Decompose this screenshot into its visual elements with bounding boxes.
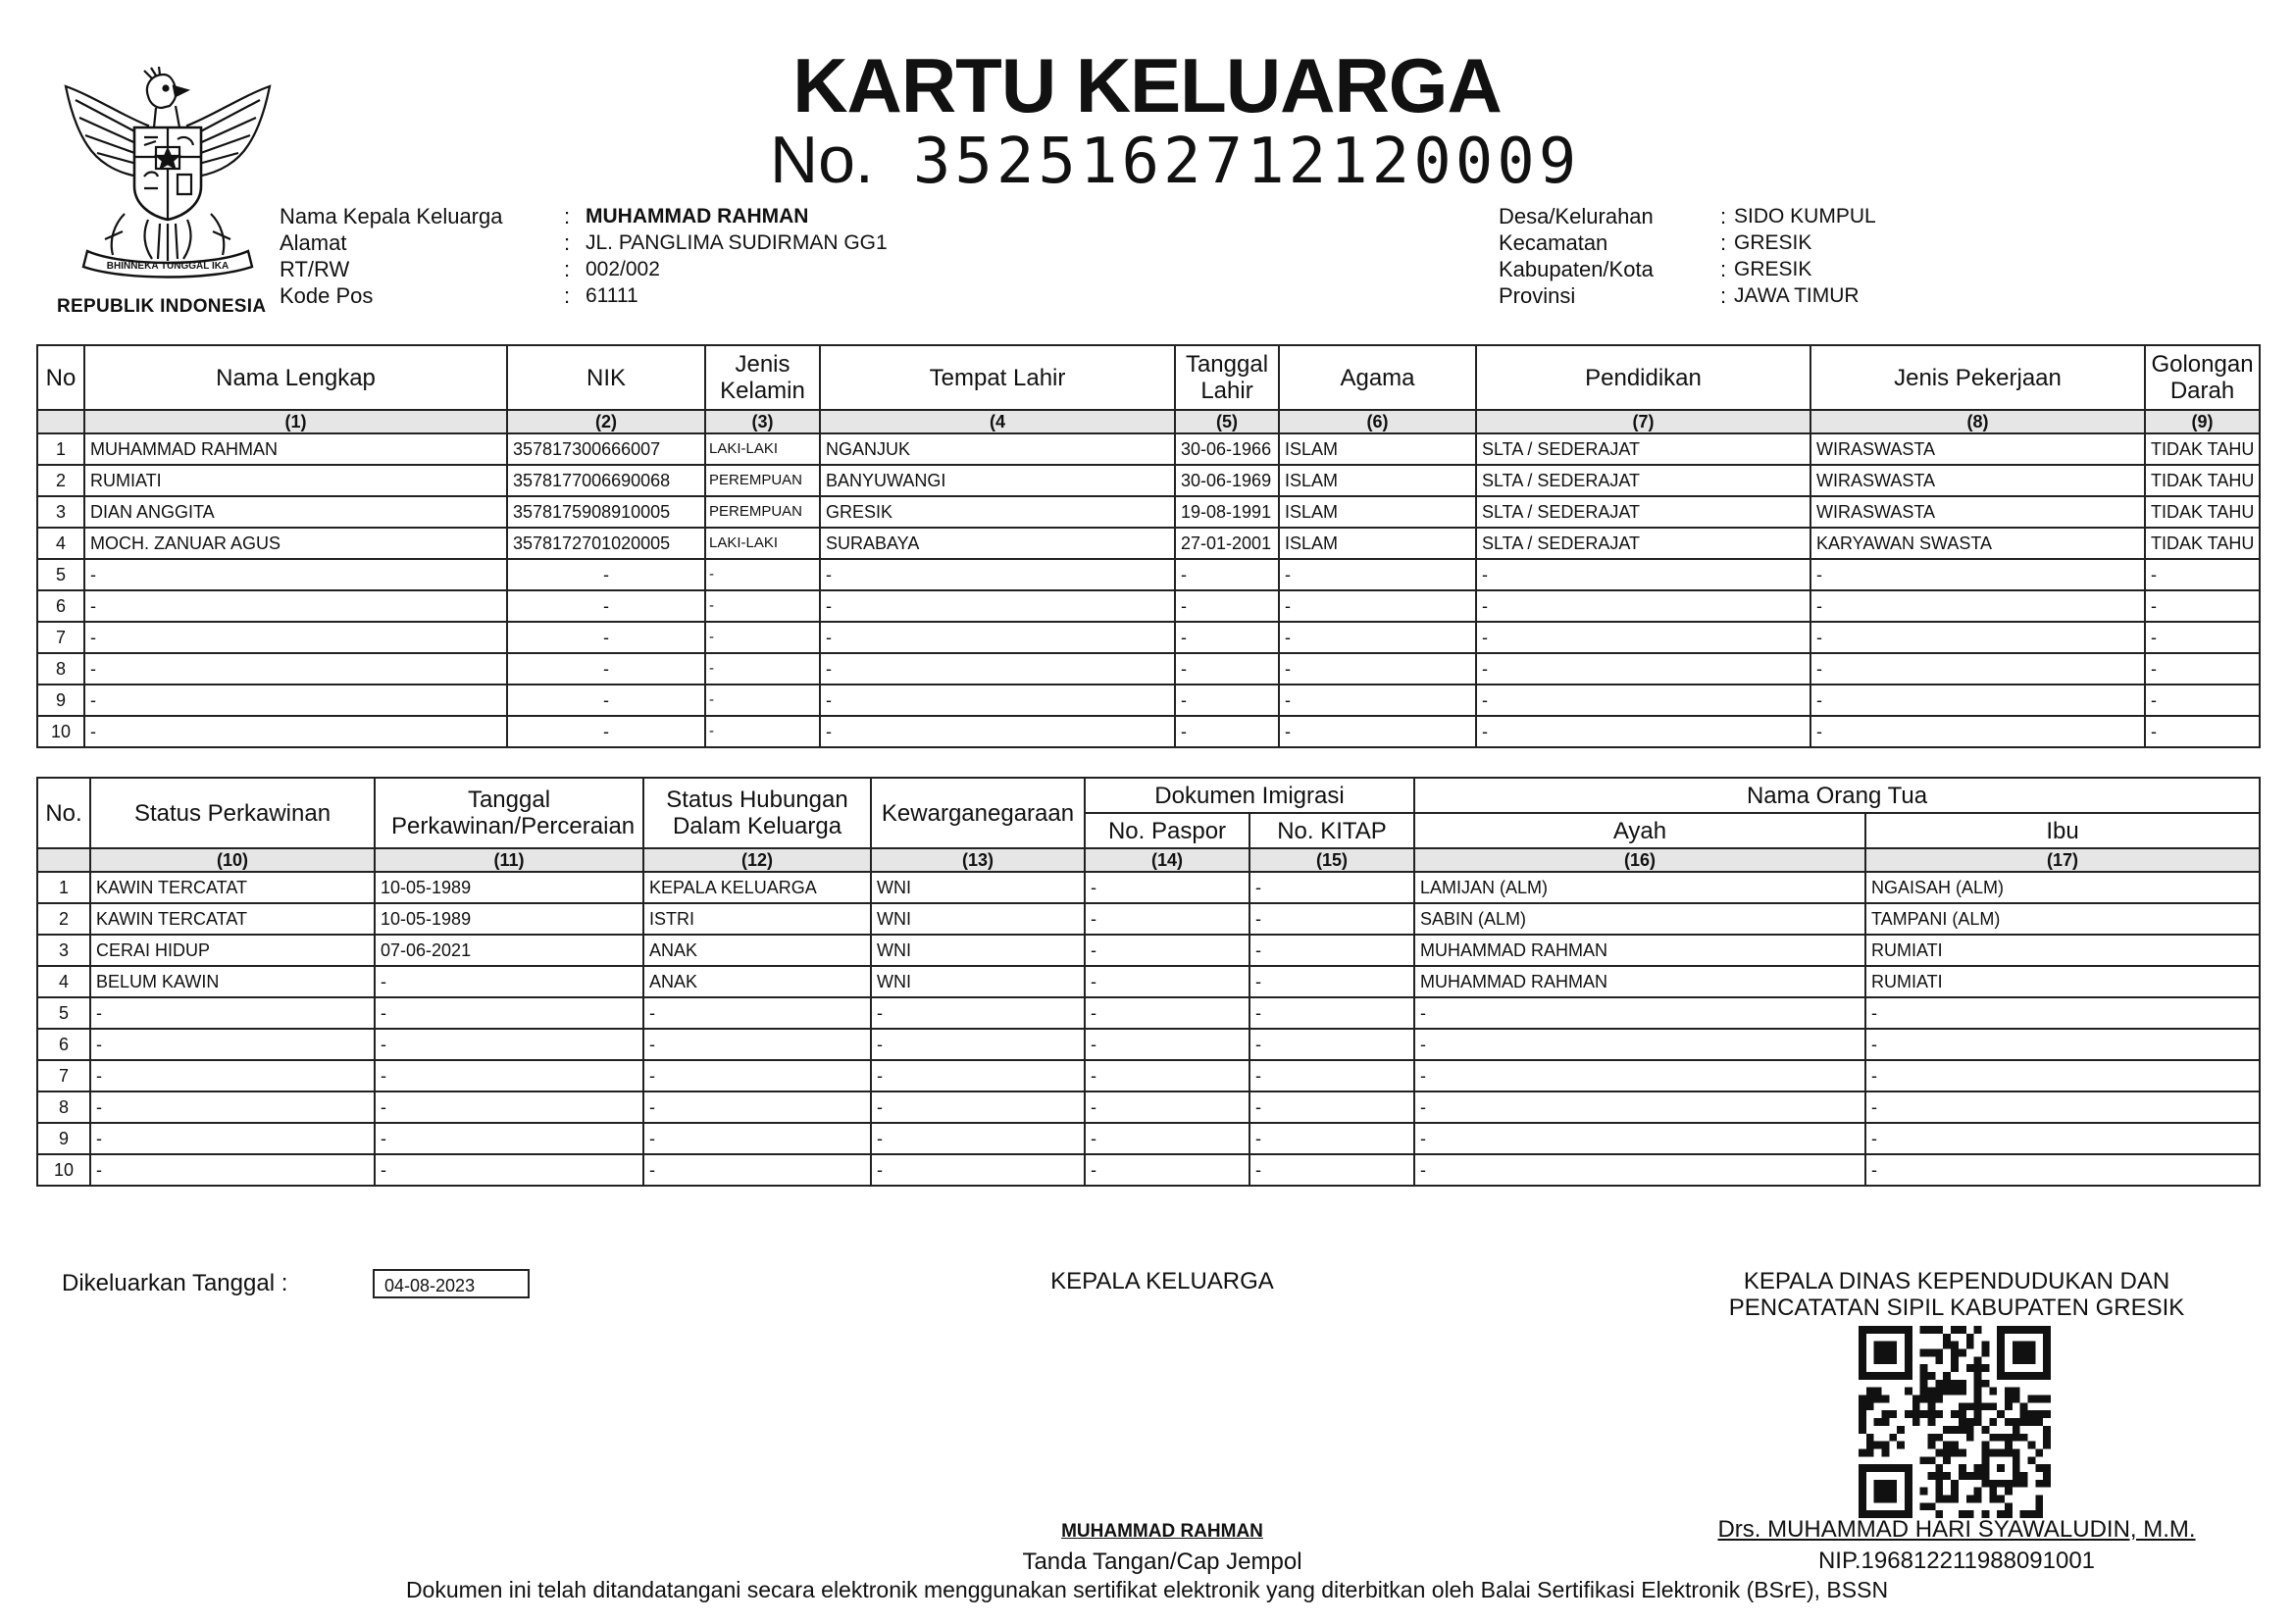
table-cell: LAKI-LAKI xyxy=(705,528,820,559)
col-number: (13) xyxy=(871,848,1085,872)
family-head-name: MUHAMMAD RAHMAN xyxy=(1061,1521,1263,1542)
table-cell: 10 xyxy=(37,716,84,747)
table-cell: - xyxy=(1414,1123,1865,1154)
col-header: No xyxy=(37,345,84,410)
table-cell: 4 xyxy=(37,966,90,997)
table-cell: - xyxy=(705,622,820,653)
table-cell: - xyxy=(1414,1029,1865,1060)
table-cell: - xyxy=(1865,1029,2260,1060)
table-cell: - xyxy=(871,1154,1085,1186)
col-number: (8) xyxy=(1810,410,2145,433)
table-cell: - xyxy=(1414,997,1865,1029)
info-value: MUHAMMAD RAHMAN xyxy=(586,205,809,228)
table-cell: SLTA / SEDERAJAT xyxy=(1476,496,1810,528)
table-cell: ANAK xyxy=(643,966,871,997)
table-cell: LAKI-LAKI xyxy=(705,433,820,465)
table-cell: MUHAMMAD RAHMAN xyxy=(84,433,507,465)
table-cell: RUMIATI xyxy=(84,465,507,496)
table-cell: 07-06-2021 xyxy=(375,935,643,966)
table-cell: - xyxy=(1476,653,1810,685)
document-title: KARTU KELUARGA xyxy=(792,42,1502,128)
col-header: Tempat Lahir xyxy=(820,345,1175,410)
table-cell: - xyxy=(84,622,507,653)
table-cell: 2 xyxy=(37,465,84,496)
table-row xyxy=(37,622,2260,653)
col-number: (7) xyxy=(1476,410,1810,433)
table-cell: - xyxy=(871,1060,1085,1091)
signature-label: Tanda Tangan/Cap Jempol xyxy=(1022,1548,1302,1575)
info-label: Alamat xyxy=(280,230,347,255)
table-cell: 8 xyxy=(37,653,84,685)
table-cell: - xyxy=(705,716,820,747)
table-cell: WIRASWASTA xyxy=(1810,433,2145,465)
table-cell: - xyxy=(1085,1091,1249,1123)
table-cell: 6 xyxy=(37,1029,90,1060)
table-cell: - xyxy=(1085,1029,1249,1060)
col-number: (3) xyxy=(705,410,820,433)
col-number: (9) xyxy=(2145,410,2260,433)
table-cell: - xyxy=(1085,1060,1249,1091)
table-row xyxy=(37,496,2260,528)
table-cell: - xyxy=(820,685,1175,716)
col-number: (10) xyxy=(90,848,375,872)
region-info: Desa/Kelurahan : SIDO KUMPUL Kecamatan : GRESIK Kabupaten/Kota : GRESIK Provinsi : JAWA TIMUR xyxy=(1499,204,1876,308)
table-row xyxy=(37,465,2260,496)
qr-code-icon xyxy=(1859,1326,2051,1518)
table-cell: ANAK xyxy=(643,935,871,966)
table-cell: - xyxy=(1249,1154,1414,1186)
table-cell: SURABAYA xyxy=(820,528,1175,559)
table-cell: - xyxy=(1810,685,2145,716)
col-header: Nama Lengkap xyxy=(84,345,507,410)
info-value: GRESIK xyxy=(1734,231,1812,254)
table-cell: 1 xyxy=(37,872,90,903)
table-cell: - xyxy=(1865,1123,2260,1154)
table-cell: GRESIK xyxy=(820,496,1175,528)
table-cell: 10-05-1989 xyxy=(375,903,643,935)
table-cell: - xyxy=(705,685,820,716)
document-number xyxy=(770,122,1580,198)
table-cell: MOCH. ZANUAR AGUS xyxy=(84,528,507,559)
table-cell: - xyxy=(1085,966,1249,997)
table-cell: TIDAK TAHU xyxy=(2145,433,2260,465)
table-cell: KAWIN TERCATAT xyxy=(90,872,375,903)
col-header: Golongan Darah xyxy=(2145,345,2260,410)
table-cell: - xyxy=(820,716,1175,747)
document-number-label: No. xyxy=(770,123,874,197)
table-cell: - xyxy=(375,997,643,1029)
col-number: (14) xyxy=(1085,848,1249,872)
table-cell: LAMIJAN (ALM) xyxy=(1414,872,1865,903)
col-number: (16) xyxy=(1414,848,1865,872)
info-value: GRESIK xyxy=(1734,258,1812,280)
table-cell: SABIN (ALM) xyxy=(1414,903,1865,935)
issued-date: 04-08-2023 xyxy=(373,1269,530,1298)
table-cell: 8 xyxy=(37,1091,90,1123)
table-cell: RUMIATI xyxy=(1865,935,2260,966)
table-row xyxy=(37,935,2260,966)
table-cell: - xyxy=(90,1123,375,1154)
table-cell: - xyxy=(1249,935,1414,966)
table-cell: - xyxy=(84,685,507,716)
col-number: (2) xyxy=(507,410,705,433)
family-status-table xyxy=(36,777,2261,1187)
info-value: SIDO KUMPUL xyxy=(1734,205,1876,228)
table-cell: - xyxy=(507,716,705,747)
table-cell: - xyxy=(643,1154,871,1186)
table-cell: 10 xyxy=(37,1154,90,1186)
table-cell: 3 xyxy=(37,935,90,966)
table-cell: - xyxy=(1865,1154,2260,1186)
info-label: Provinsi xyxy=(1499,283,1576,308)
table-cell: - xyxy=(1810,559,2145,590)
official-nip: NIP.196812211988091001 xyxy=(1817,1548,2096,1574)
family-head-title: KEPALA KELUARGA xyxy=(1050,1268,1274,1294)
col-number-blank xyxy=(37,410,84,433)
col-header: Ayah xyxy=(1414,813,1865,848)
official-name-wrap xyxy=(1667,1516,2246,1544)
table-cell: - xyxy=(1249,1060,1414,1091)
table-cell: - xyxy=(1085,1154,1249,1186)
table-cell: - xyxy=(643,1029,871,1060)
table-cell: - xyxy=(507,622,705,653)
table-cell: - xyxy=(84,590,507,622)
table-row xyxy=(37,433,2260,465)
table-cell: - xyxy=(705,653,820,685)
table-cell: - xyxy=(2145,590,2260,622)
table-cell: 27-01-2001 xyxy=(1175,528,1279,559)
col-header: Jenis Kelamin xyxy=(705,345,820,410)
table-cell: WNI xyxy=(871,935,1085,966)
col-header: Jenis Pekerjaan xyxy=(1810,345,2145,410)
table-row xyxy=(37,1060,2260,1091)
table-cell: - xyxy=(1476,685,1810,716)
table-cell: KARYAWAN SWASTA xyxy=(1810,528,2145,559)
table-cell: KAWIN TERCATAT xyxy=(90,903,375,935)
table-cell: MUHAMMAD RAHMAN xyxy=(1414,935,1865,966)
table-row xyxy=(37,559,2260,590)
col-header: Status Perkawinan xyxy=(90,778,375,848)
col-number: (4 xyxy=(820,410,1175,433)
family-head-name-wrap xyxy=(981,1516,1344,1544)
table-row xyxy=(37,685,2260,716)
info-value: 61111 xyxy=(586,284,638,307)
table-cell: 3578177006690068 xyxy=(507,465,705,496)
table-cell: - xyxy=(1085,903,1249,935)
info-label: RT/RW xyxy=(280,257,350,281)
col-header: Dokumen Imigrasi xyxy=(1085,778,1414,813)
table-row xyxy=(37,1154,2260,1186)
col-number: (17) xyxy=(1865,848,2260,872)
table-cell: - xyxy=(1414,1060,1865,1091)
table-cell: - xyxy=(1249,903,1414,935)
table-cell: BELUM KAWIN xyxy=(90,966,375,997)
table-cell: - xyxy=(507,685,705,716)
table-cell: - xyxy=(1085,1123,1249,1154)
table-cell: - xyxy=(1476,716,1810,747)
table-cell: TIDAK TAHU xyxy=(2145,465,2260,496)
table-cell: TAMPANI (ALM) xyxy=(1865,903,2260,935)
table-cell: - xyxy=(507,590,705,622)
table-cell: ISTRI xyxy=(643,903,871,935)
table-cell: - xyxy=(2145,559,2260,590)
col-header xyxy=(375,778,643,848)
table-cell: - xyxy=(1279,653,1476,685)
table-row xyxy=(37,872,2260,903)
table-cell: PEREMPUAN xyxy=(705,465,820,496)
table-cell: - xyxy=(705,590,820,622)
table-cell: - xyxy=(1175,716,1279,747)
table-cell: - xyxy=(871,1029,1085,1060)
col-number: (11) xyxy=(375,848,643,872)
table-cell: NGANJUK xyxy=(820,433,1175,465)
table-cell: - xyxy=(375,966,643,997)
table-cell: ISLAM xyxy=(1279,465,1476,496)
table-cell: SLTA / SEDERAJAT xyxy=(1476,465,1810,496)
table-cell: - xyxy=(507,559,705,590)
col-number: (15) xyxy=(1249,848,1414,872)
col-header: Nama Orang Tua xyxy=(1414,778,2260,813)
table-cell: - xyxy=(1175,685,1279,716)
table-cell: - xyxy=(90,997,375,1029)
table-cell: - xyxy=(820,590,1175,622)
table-cell: 2 xyxy=(37,903,90,935)
table-cell: 4 xyxy=(37,528,84,559)
table-cell: - xyxy=(1085,997,1249,1029)
col-header: No. Paspor xyxy=(1085,813,1249,848)
table-cell: - xyxy=(375,1154,643,1186)
table-row xyxy=(37,903,2260,935)
table-cell: KEPALA KELUARGA xyxy=(643,872,871,903)
table-cell: - xyxy=(1249,872,1414,903)
family-members-table xyxy=(36,344,2261,748)
table-cell: 5 xyxy=(37,997,90,1029)
document-number-value: 3525162712120009 xyxy=(912,126,1581,198)
table-cell: - xyxy=(2145,716,2260,747)
table-row xyxy=(37,590,2260,622)
col-number: (12) xyxy=(643,848,871,872)
table-row xyxy=(37,997,2260,1029)
official-name: Drs. MUHAMMAD HARI SYAWALUDIN, M.M. xyxy=(1717,1516,2196,1543)
table-cell: TIDAK TAHU xyxy=(2145,528,2260,559)
table-cell: - xyxy=(1175,622,1279,653)
table-cell: - xyxy=(871,1123,1085,1154)
table-cell: BANYUWANGI xyxy=(820,465,1175,496)
info-label: Kecamatan xyxy=(1499,230,1608,255)
table-cell: - xyxy=(643,1091,871,1123)
table-cell: - xyxy=(1865,997,2260,1029)
table-cell: - xyxy=(90,1154,375,1186)
table-cell: - xyxy=(84,559,507,590)
table-cell: - xyxy=(1085,935,1249,966)
table-cell: - xyxy=(820,559,1175,590)
table-cell: - xyxy=(1414,1154,1865,1186)
table-cell: 357817300666007 xyxy=(507,433,705,465)
col-header: Pendidikan xyxy=(1476,345,1810,410)
table-cell: WIRASWASTA xyxy=(1810,496,2145,528)
table-cell: NGAISAH (ALM) xyxy=(1865,872,2260,903)
official-title-2: PENCATATAN SIPIL KABUPATEN GRESIK xyxy=(1728,1294,2185,1321)
table-cell: - xyxy=(2145,622,2260,653)
table-cell: - xyxy=(1810,653,2145,685)
table-cell: DIAN ANGGITA xyxy=(84,496,507,528)
info-label: Desa/Kelurahan xyxy=(1499,204,1654,228)
info-label: Nama Kepala Keluarga xyxy=(280,204,503,228)
emblem-motto: BHINNEKA TUNGGAL IKA xyxy=(106,261,229,272)
table-cell: 19-08-1991 xyxy=(1175,496,1279,528)
table-cell: 9 xyxy=(37,1123,90,1154)
table-cell: - xyxy=(1279,590,1476,622)
issued-label: Dikeluarkan Tanggal : xyxy=(62,1270,288,1296)
table-cell: - xyxy=(1279,622,1476,653)
table-cell: 5 xyxy=(37,559,84,590)
table-cell: - xyxy=(643,1060,871,1091)
table-cell: 3578172701020005 xyxy=(507,528,705,559)
table-cell: - xyxy=(2145,685,2260,716)
table-cell: ISLAM xyxy=(1279,496,1476,528)
col-header: Status Hubungan Dalam Keluarga xyxy=(643,778,871,848)
col-header: Tanggal Lahir xyxy=(1175,345,1279,410)
table-cell: 3578175908910005 xyxy=(507,496,705,528)
col-header: Agama xyxy=(1279,345,1476,410)
table-cell: SLTA / SEDERAJAT xyxy=(1476,528,1810,559)
table-cell: - xyxy=(375,1060,643,1091)
table-cell: - xyxy=(643,997,871,1029)
table-cell: WNI xyxy=(871,966,1085,997)
table-cell: - xyxy=(1476,559,1810,590)
table-cell: - xyxy=(1249,1123,1414,1154)
col-header: No. xyxy=(37,778,90,848)
table-cell: 1 xyxy=(37,433,84,465)
official-title-1: KEPALA DINAS KEPENDUDUKAN DAN xyxy=(1743,1268,2170,1294)
table-cell: - xyxy=(871,997,1085,1029)
table-cell: CERAI HIDUP xyxy=(90,935,375,966)
table-cell: ISLAM xyxy=(1279,528,1476,559)
table-row xyxy=(37,1029,2260,1060)
table-row xyxy=(37,528,2260,559)
e-sign-disclaimer: Dokumen ini telah ditandatangani secara elektronik menggunakan sertifikat elektronik yang diterbitkan oleh Balai Sertifikasi Elektronik (BSrE), BSSN xyxy=(405,1577,1889,1602)
col-number: (5) xyxy=(1175,410,1279,433)
table-cell: WIRASWASTA xyxy=(1810,465,2145,496)
table-cell: - xyxy=(1175,559,1279,590)
table-cell: - xyxy=(90,1060,375,1091)
table-cell: 7 xyxy=(37,1060,90,1091)
table-cell: 30-06-1966 xyxy=(1175,433,1279,465)
table-cell: SLTA / SEDERAJAT xyxy=(1476,433,1810,465)
table-cell: - xyxy=(1279,685,1476,716)
table-cell: - xyxy=(643,1123,871,1154)
table-cell: 7 xyxy=(37,622,84,653)
table-cell: 6 xyxy=(37,590,84,622)
table-cell: - xyxy=(1249,997,1414,1029)
table-cell: - xyxy=(871,1091,1085,1123)
table-cell: - xyxy=(1175,653,1279,685)
table-cell: - xyxy=(375,1123,643,1154)
table-cell: - xyxy=(90,1091,375,1123)
table-row xyxy=(37,1123,2260,1154)
table-cell: 9 xyxy=(37,685,84,716)
table-cell: - xyxy=(1865,1060,2260,1091)
info-value: JAWA TIMUR xyxy=(1734,284,1860,307)
table-cell: - xyxy=(705,559,820,590)
table-row xyxy=(37,653,2260,685)
table-cell: - xyxy=(1085,872,1249,903)
col-header-label: Tanggal Perkawinan/Perceraian xyxy=(391,787,636,839)
table-cell: - xyxy=(90,1029,375,1060)
col-number: (1) xyxy=(84,410,507,433)
emblem-caption: REPUBLIK INDONESIA xyxy=(57,296,267,317)
table-cell: - xyxy=(1810,622,2145,653)
table-cell: WNI xyxy=(871,903,1085,935)
table-cell: MUHAMMAD RAHMAN xyxy=(1414,966,1865,997)
table-cell: - xyxy=(1414,1091,1865,1123)
table-cell: - xyxy=(820,622,1175,653)
table-cell: RUMIATI xyxy=(1865,966,2260,997)
table-cell: - xyxy=(507,653,705,685)
col-header: Kewarganegaraan xyxy=(871,778,1085,848)
table-cell: - xyxy=(1279,559,1476,590)
table-cell: - xyxy=(1249,966,1414,997)
info-value: JL. PANGLIMA SUDIRMAN GG1 xyxy=(586,231,888,254)
family-head-info: Nama Kepala Keluarga : MUHAMMAD RAHMAN Alamat : JL. PANGLIMA SUDIRMAN GG1 RT/RW : 002/002 Kode Pos : 61111 xyxy=(280,204,888,308)
table-cell: - xyxy=(1810,716,2145,747)
col-number: (6) xyxy=(1279,410,1476,433)
col-header: Ibu xyxy=(1865,813,2260,848)
table-cell: WNI xyxy=(871,872,1085,903)
col-header: No. KITAP xyxy=(1249,813,1414,848)
table-cell: - xyxy=(375,1091,643,1123)
col-number-blank xyxy=(37,848,90,872)
table-cell: - xyxy=(375,1029,643,1060)
info-value: 002/002 xyxy=(586,258,660,280)
table-cell: - xyxy=(1249,1091,1414,1123)
table-row xyxy=(37,966,2260,997)
table-cell: - xyxy=(1810,590,2145,622)
info-label: Kabupaten/Kota xyxy=(1499,257,1654,281)
table-cell: - xyxy=(1279,716,1476,747)
table-cell: - xyxy=(1865,1091,2260,1123)
table-cell: - xyxy=(1249,1029,1414,1060)
table-row xyxy=(37,1091,2260,1123)
table-cell: - xyxy=(84,653,507,685)
table-cell: 10-05-1989 xyxy=(375,872,643,903)
table-cell: 3 xyxy=(37,496,84,528)
table-cell: ISLAM xyxy=(1279,433,1476,465)
table-cell: - xyxy=(1476,622,1810,653)
table-cell: - xyxy=(1175,590,1279,622)
table-cell: - xyxy=(820,653,1175,685)
table-cell: PEREMPUAN xyxy=(705,496,820,528)
table-cell: - xyxy=(1476,590,1810,622)
info-label: Kode Pos xyxy=(280,283,374,308)
table-cell: - xyxy=(84,716,507,747)
table-row xyxy=(37,716,2260,747)
table-cell: TIDAK TAHU xyxy=(2145,496,2260,528)
table-cell: 30-06-1969 xyxy=(1175,465,1279,496)
col-header: NIK xyxy=(507,345,705,410)
table-cell: - xyxy=(2145,653,2260,685)
